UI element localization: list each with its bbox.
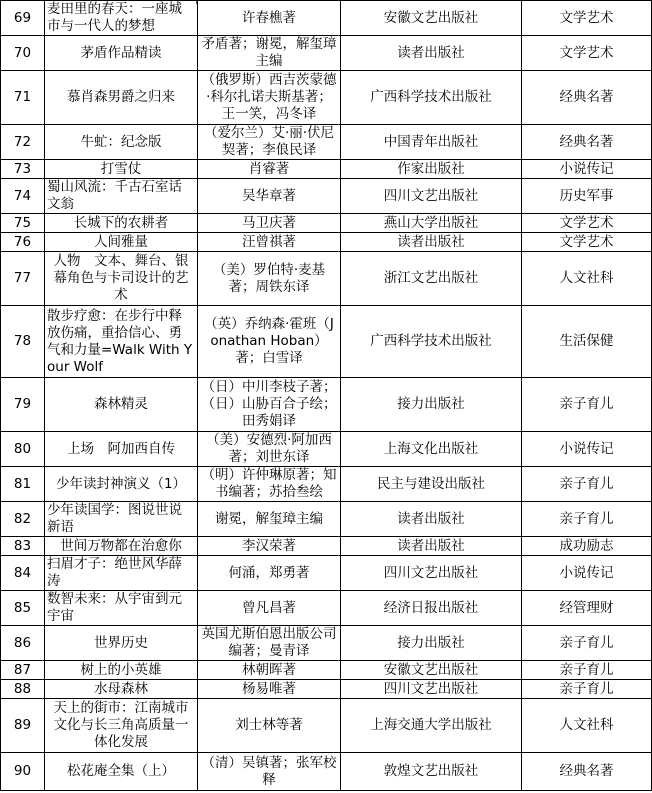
table-row[interactable] [1, 556, 652, 591]
cell-author[interactable]: （俄罗斯）西吉茨蒙德·科尔扎诺夫斯基著；王一笑，冯冬译 [198, 71, 341, 125]
cell-author[interactable]: 谢冕，解玺璋主编 [198, 502, 341, 537]
table-row[interactable] [1, 680, 652, 699]
cell-number[interactable]: 89 [1, 699, 45, 753]
cell-title[interactable]: 打雪仗 [45, 160, 198, 179]
cell-number[interactable]: 82 [1, 502, 45, 537]
table-row[interactable] [1, 252, 652, 306]
cell-category[interactable]: 亲子育儿 [522, 661, 652, 680]
cell-category[interactable]: 人文社科 [522, 699, 652, 753]
cell-category[interactable]: 小说传记 [522, 556, 652, 591]
cell-publisher[interactable]: 经济日报出版社 [341, 591, 522, 626]
table-row[interactable] [1, 626, 652, 661]
cell-category[interactable]: 小说传记 [522, 432, 652, 467]
cell-number[interactable]: 72 [1, 125, 45, 160]
cell-author[interactable]: 矛盾著；谢冕，解玺璋主编 [198, 36, 341, 71]
cell-category[interactable]: 历史军事 [522, 179, 652, 214]
cell-category[interactable]: 人文社科 [522, 252, 652, 306]
cell-number[interactable]: 86 [1, 626, 45, 661]
cell-category[interactable]: 文学艺术 [522, 233, 652, 252]
table-row[interactable] [1, 378, 652, 432]
cell-author[interactable]: 李汉荣著 [198, 537, 341, 556]
cell-author[interactable]: （爱尔兰）艾·丽·伏尼契著；李俍民译 [198, 125, 341, 160]
cell-number[interactable]: 83 [1, 537, 45, 556]
cell-publisher[interactable]: 四川文艺出版社 [341, 179, 522, 214]
table-row[interactable] [1, 71, 652, 125]
cell-title[interactable]: 人物 文本、舞台、银幕角色与卡司设计的艺术 [45, 252, 198, 306]
cell-title[interactable]: 牛虻：纪念版 [45, 125, 198, 160]
table-row[interactable] [1, 36, 652, 71]
cell-publisher[interactable]: 安徽文艺出版社 [341, 1, 522, 36]
cell-title[interactable]: 麦田里的春天：一座城市与一代人的梦想 [45, 1, 198, 36]
cell-title[interactable]: 松花庵全集（上） [45, 753, 198, 791]
table-row[interactable] [1, 160, 652, 179]
cell-publisher[interactable]: 读者出版社 [341, 537, 522, 556]
cell-number[interactable]: 79 [1, 378, 45, 432]
cell-publisher[interactable]: 浙江文艺出版社 [341, 252, 522, 306]
cell-category[interactable]: 亲子育儿 [522, 378, 652, 432]
cell-category[interactable]: 文学艺术 [522, 36, 652, 71]
cell-category[interactable]: 成功励志 [522, 537, 652, 556]
cell-author[interactable]: 刘士林等著 [198, 699, 341, 753]
cell-title[interactable]: 数智未来：从宇宙到元宇宙 [45, 591, 198, 626]
cell-number[interactable]: 74 [1, 179, 45, 214]
cell-number[interactable]: 75 [1, 214, 45, 233]
cell-category[interactable]: 文学艺术 [522, 1, 652, 36]
cell-title[interactable]: 扫眉才子：绝世风华薛涛 [45, 556, 198, 591]
cell-author[interactable]: （美）罗伯特·麦基著；周铁东译 [198, 252, 341, 306]
cell-author[interactable]: 许春樵著 [198, 1, 341, 36]
cell-publisher[interactable]: 接力出版社 [341, 626, 522, 661]
cell-category[interactable]: 亲子育儿 [522, 680, 652, 699]
cell-title[interactable]: 蜀山风流：千古石室话文翁 [45, 179, 198, 214]
table-row[interactable] [1, 753, 652, 791]
cell-publisher[interactable]: 接力出版社 [341, 378, 522, 432]
table-row[interactable] [1, 125, 652, 160]
table-row[interactable] [1, 306, 652, 378]
cell-title[interactable]: 水母森林 [45, 680, 198, 699]
cell-number[interactable]: 88 [1, 680, 45, 699]
cell-title[interactable]: 散步疗愈：在步行中释放伤痛，重拾信心、勇气和力量=Walk With Your Wolf [45, 306, 198, 378]
cell-title[interactable]: 人间雅量 [45, 233, 198, 252]
cell-author[interactable]: （美）安德烈·阿加西著；刘世东译 [198, 432, 341, 467]
table-row[interactable] [1, 661, 652, 680]
cell-category[interactable]: 经典名著 [522, 71, 652, 125]
cell-author[interactable]: 肖睿著 [198, 160, 341, 179]
cell-number[interactable]: 77 [1, 252, 45, 306]
table-row[interactable] [1, 537, 652, 556]
cell-author[interactable]: （明）许仲琳原著；知书编著；苏拾叁绘 [198, 467, 341, 502]
cell-title[interactable]: 树上的小英雄 [45, 661, 198, 680]
cell-publisher[interactable]: 燕山大学出版社 [341, 214, 522, 233]
cell-author[interactable]: （英）乔纳森·霍班（Jonathan Hoban）著；白雪译 [198, 306, 341, 378]
cell-number[interactable]: 73 [1, 160, 45, 179]
cell-publisher[interactable]: 读者出版社 [341, 36, 522, 71]
cell-author[interactable]: 吴华章著 [198, 179, 341, 214]
cell-publisher[interactable]: 民主与建设出版社 [341, 467, 522, 502]
cell-title[interactable]: 森林精灵 [45, 378, 198, 432]
cell-category[interactable]: 文学艺术 [522, 214, 652, 233]
cell-number[interactable]: 71 [1, 71, 45, 125]
table-row[interactable] [1, 432, 652, 467]
cell-category[interactable]: 亲子育儿 [522, 467, 652, 502]
cell-author[interactable]: （清）吴镇著；张军校释 [198, 753, 341, 791]
table-row[interactable] [1, 1, 652, 36]
cell-publisher[interactable]: 上海文化出版社 [341, 432, 522, 467]
cell-title[interactable]: 少年读封神演义（1） [45, 467, 198, 502]
cell-publisher[interactable]: 安徽文艺出版社 [341, 661, 522, 680]
table-row[interactable] [1, 179, 652, 214]
cell-author[interactable]: 林朝晖著 [198, 661, 341, 680]
cell-title[interactable]: 茅盾作品精读 [45, 36, 198, 71]
table-row[interactable] [1, 233, 652, 252]
cell-category[interactable]: 经典名著 [522, 125, 652, 160]
cell-title[interactable]: 慕肖森男爵之归来 [45, 71, 198, 125]
cell-number[interactable]: 70 [1, 36, 45, 71]
cell-publisher[interactable]: 敦煌文艺出版社 [341, 753, 522, 791]
table-row[interactable] [1, 502, 652, 537]
cell-title[interactable]: 世界历史 [45, 626, 198, 661]
cell-category[interactable]: 小说传记 [522, 160, 652, 179]
cell-publisher[interactable]: 上海交通大学出版社 [341, 699, 522, 753]
cell-publisher[interactable]: 中国青年出版社 [341, 125, 522, 160]
cell-publisher[interactable]: 广西科学技术出版社 [341, 306, 522, 378]
cell-number[interactable]: 90 [1, 753, 45, 791]
cell-number[interactable]: 81 [1, 467, 45, 502]
table-row[interactable] [1, 699, 652, 753]
cell-author[interactable]: 汪曾祺著 [198, 233, 341, 252]
cell-author[interactable]: 英国尤斯伯恩出版公司编著；曼青译 [198, 626, 341, 661]
cell-title[interactable]: 上场 阿加西自传 [45, 432, 198, 467]
cell-number[interactable]: 80 [1, 432, 45, 467]
table-row[interactable] [1, 467, 652, 502]
cell-category[interactable]: 经典名著 [522, 753, 652, 791]
cell-publisher[interactable]: 读者出版社 [341, 502, 522, 537]
cell-author[interactable]: 马卫庆著 [198, 214, 341, 233]
cell-number[interactable]: 85 [1, 591, 45, 626]
table-row[interactable] [1, 591, 652, 626]
cell-category[interactable]: 亲子育儿 [522, 502, 652, 537]
cell-author[interactable]: （日）中川李枝子著；（日）山胁百合子绘；田秀娟译 [198, 378, 341, 432]
cell-publisher[interactable]: 四川文艺出版社 [341, 556, 522, 591]
cell-number[interactable]: 76 [1, 233, 45, 252]
cell-publisher[interactable]: 读者出版社 [341, 233, 522, 252]
cell-author[interactable]: 曾凡昌著 [198, 591, 341, 626]
cell-number[interactable]: 78 [1, 306, 45, 378]
cell-number[interactable]: 84 [1, 556, 45, 591]
cell-author[interactable]: 杨易唯著 [198, 680, 341, 699]
table-row[interactable] [1, 214, 652, 233]
cell-title[interactable]: 天上的街市：江南城市文化与长三角高质量一体化发展 [45, 699, 198, 753]
cell-category[interactable]: 生活保健 [522, 306, 652, 378]
cell-category[interactable]: 亲子育儿 [522, 626, 652, 661]
cell-category[interactable]: 经管理财 [522, 591, 652, 626]
cell-publisher[interactable]: 作家出版社 [341, 160, 522, 179]
cell-title[interactable]: 长城下的农耕者 [45, 214, 198, 233]
cell-publisher[interactable]: 广西科学技术出版社 [341, 71, 522, 125]
cell-title[interactable]: 世间万物都在治愈你 [45, 537, 198, 556]
cell-number[interactable]: 69 [1, 1, 45, 36]
cell-number[interactable]: 87 [1, 661, 45, 680]
cell-title[interactable]: 少年读国学：图说世说新语 [45, 502, 198, 537]
cell-author[interactable]: 何涌，郑勇著 [198, 556, 341, 591]
cell-publisher[interactable]: 四川文艺出版社 [341, 680, 522, 699]
